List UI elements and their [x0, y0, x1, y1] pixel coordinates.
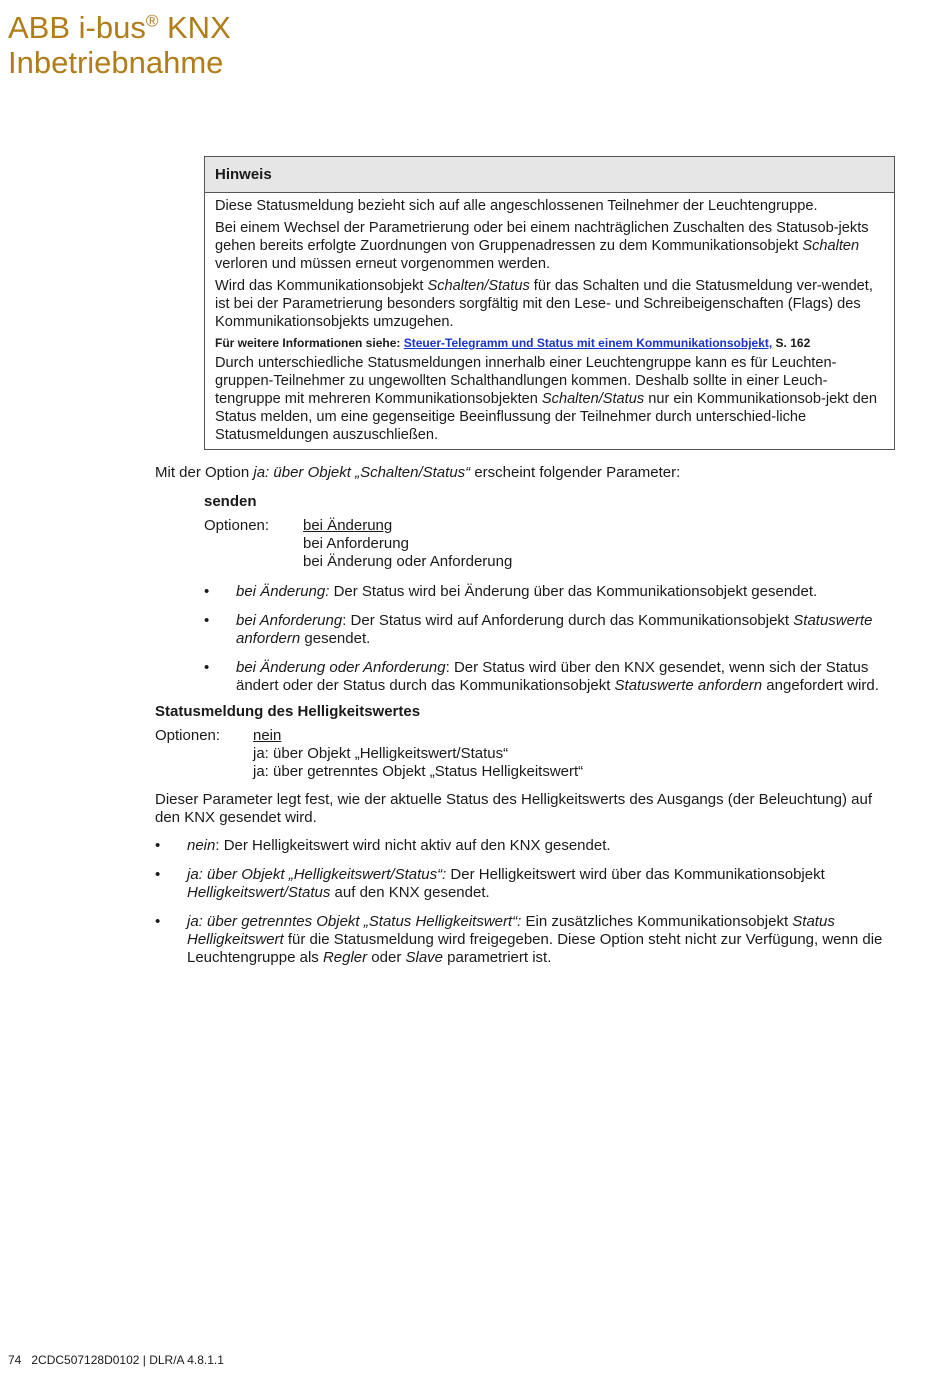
page-footer: 74 2CDC507128D0102 | DLR/A 4.8.1.1	[8, 1353, 224, 1367]
note-paragraph: Bei einem Wechsel der Parametrierung oder bei einem nachträglichen Zuschalten des Statusob-jekts gehen bereits erfolgte Zuordnungen von Gruppenadressen zu dem Kommunikationsobjekt Schalten verloren und müssen erneut vorgenommen werden.	[215, 220, 869, 272]
options-label: Optionen:	[204, 517, 270, 534]
cross-reference-link[interactable]: Steuer-Telegramm und Status mit einem Kommunikationsobjekt,	[403, 336, 773, 350]
main-content	[155, 464, 895, 967]
parameter-title: Statusmeldung des Helligkeitswertes	[155, 703, 421, 720]
options-list	[303, 517, 512, 571]
options-block	[155, 727, 895, 781]
product-name: KNX	[167, 10, 231, 45]
brand-line	[8, 10, 231, 45]
list-item: • bei Änderung oder Anforderung: Der Status wird über den KNX gesendet, wenn sich der Status ändert oder der Status durch das Kommunikationsobjekt Statuswerte anfordern angefordert wird.	[155, 659, 895, 695]
options-list	[253, 727, 583, 781]
note-paragraph: Wird das Kommunikationsobjekt Schalten/Status für das Schalten und die Statusmeldung ver-wendet, ist bei der Parametrierung besonders sorgfältig mit den Lese- und Schreibeigenschaften (Flags) des Kommunikationsobjekts umzugehen.	[215, 278, 873, 330]
option: ja: über Objekt „Helligkeitswert/Status“	[253, 745, 509, 762]
reference-line: Für weitere Informationen siehe: Steuer-Telegramm und Status mit einem Kommunikationsobjekt, S. 162	[215, 336, 811, 350]
helligkeit-bullets	[155, 837, 895, 967]
section-title: Inbetriebnahme	[8, 45, 224, 80]
parameter-title: senden	[204, 493, 257, 510]
senden-parameter	[204, 493, 895, 571]
list-item: • nein: Der Helligkeitswert wird nicht aktiv auf den KNX gesendet.	[155, 837, 895, 855]
document-header	[8, 10, 231, 80]
note-title: Hinweis	[205, 157, 894, 193]
list-item: • ja: über Objekt „Helligkeitswert/Status“: Der Helligkeitswert wird über das Kommunikationsobjekt Helligkeitswert/Status auf den KNX gesendet.	[155, 866, 895, 902]
note-paragraph: Diese Statusmeldung bezieht sich auf alle angeschlossenen Teilnehmer der Leuchtengruppe.	[215, 198, 818, 214]
registered-mark: ®	[145, 11, 159, 31]
note-body	[205, 193, 894, 449]
option: ja: über getrenntes Objekt „Status Helligkeitswert“	[253, 763, 584, 780]
option-default: bei Änderung	[303, 517, 393, 534]
list-item: • bei Anforderung: Der Status wird auf Anforderung durch das Kommunikationsobjekt Statuswerte anfordern gesendet.	[155, 612, 895, 648]
options-label: Optionen:	[155, 727, 221, 744]
description-paragraph: Dieser Parameter legt fest, wie der aktuelle Status des Helligkeitswerts des Ausgangs (der Beleuchtung) auf den KNX gesendet wird.	[155, 791, 873, 826]
intro-paragraph: Mit der Option ja: über Objekt „Schalten/Status“ erscheint folgender Parameter:	[155, 464, 681, 481]
list-item: • ja: über getrenntes Objekt „Status Helligkeitswert“: Ein zusätzliches Kommunikationsobjekt Status Helligkeitswert für die Statusmeldung wird freigegeben. Diese Option steht nicht zur Verfügung, wenn die Leuchtengruppe als Regler oder Slave parametriert ist.	[155, 913, 895, 967]
option: bei Anforderung	[303, 535, 409, 552]
options-block	[204, 517, 895, 571]
note-paragraph: Durch unterschiedliche Statusmeldungen innerhalb einer Leuchtengruppe kann es für Leuchten-gruppen-Teilnehmer zu ungewollten Schalthandlungen kommen. Deshalb sollte in einer Leuch-tengruppe mit mehreren Kommunikationsobjekten Schalten/Status nur ein Kommunikationsob-jekt den Status melden, um eine gegenseitige Beeinflussung der Teilnehmer durch unterschied-liche Statusmeldungen auszuschließen.	[215, 355, 877, 443]
brand-name: ABB i-bus	[8, 10, 146, 45]
helligkeit-parameter	[155, 703, 895, 781]
list-item: • bei Änderung: Der Status wird bei Änderung über das Kommunikationsobjekt gesendet.	[155, 583, 895, 601]
option-default: nein	[253, 727, 282, 744]
senden-bullets	[155, 583, 895, 695]
note-box	[204, 156, 895, 450]
option: bei Änderung oder Anforderung	[303, 553, 513, 570]
